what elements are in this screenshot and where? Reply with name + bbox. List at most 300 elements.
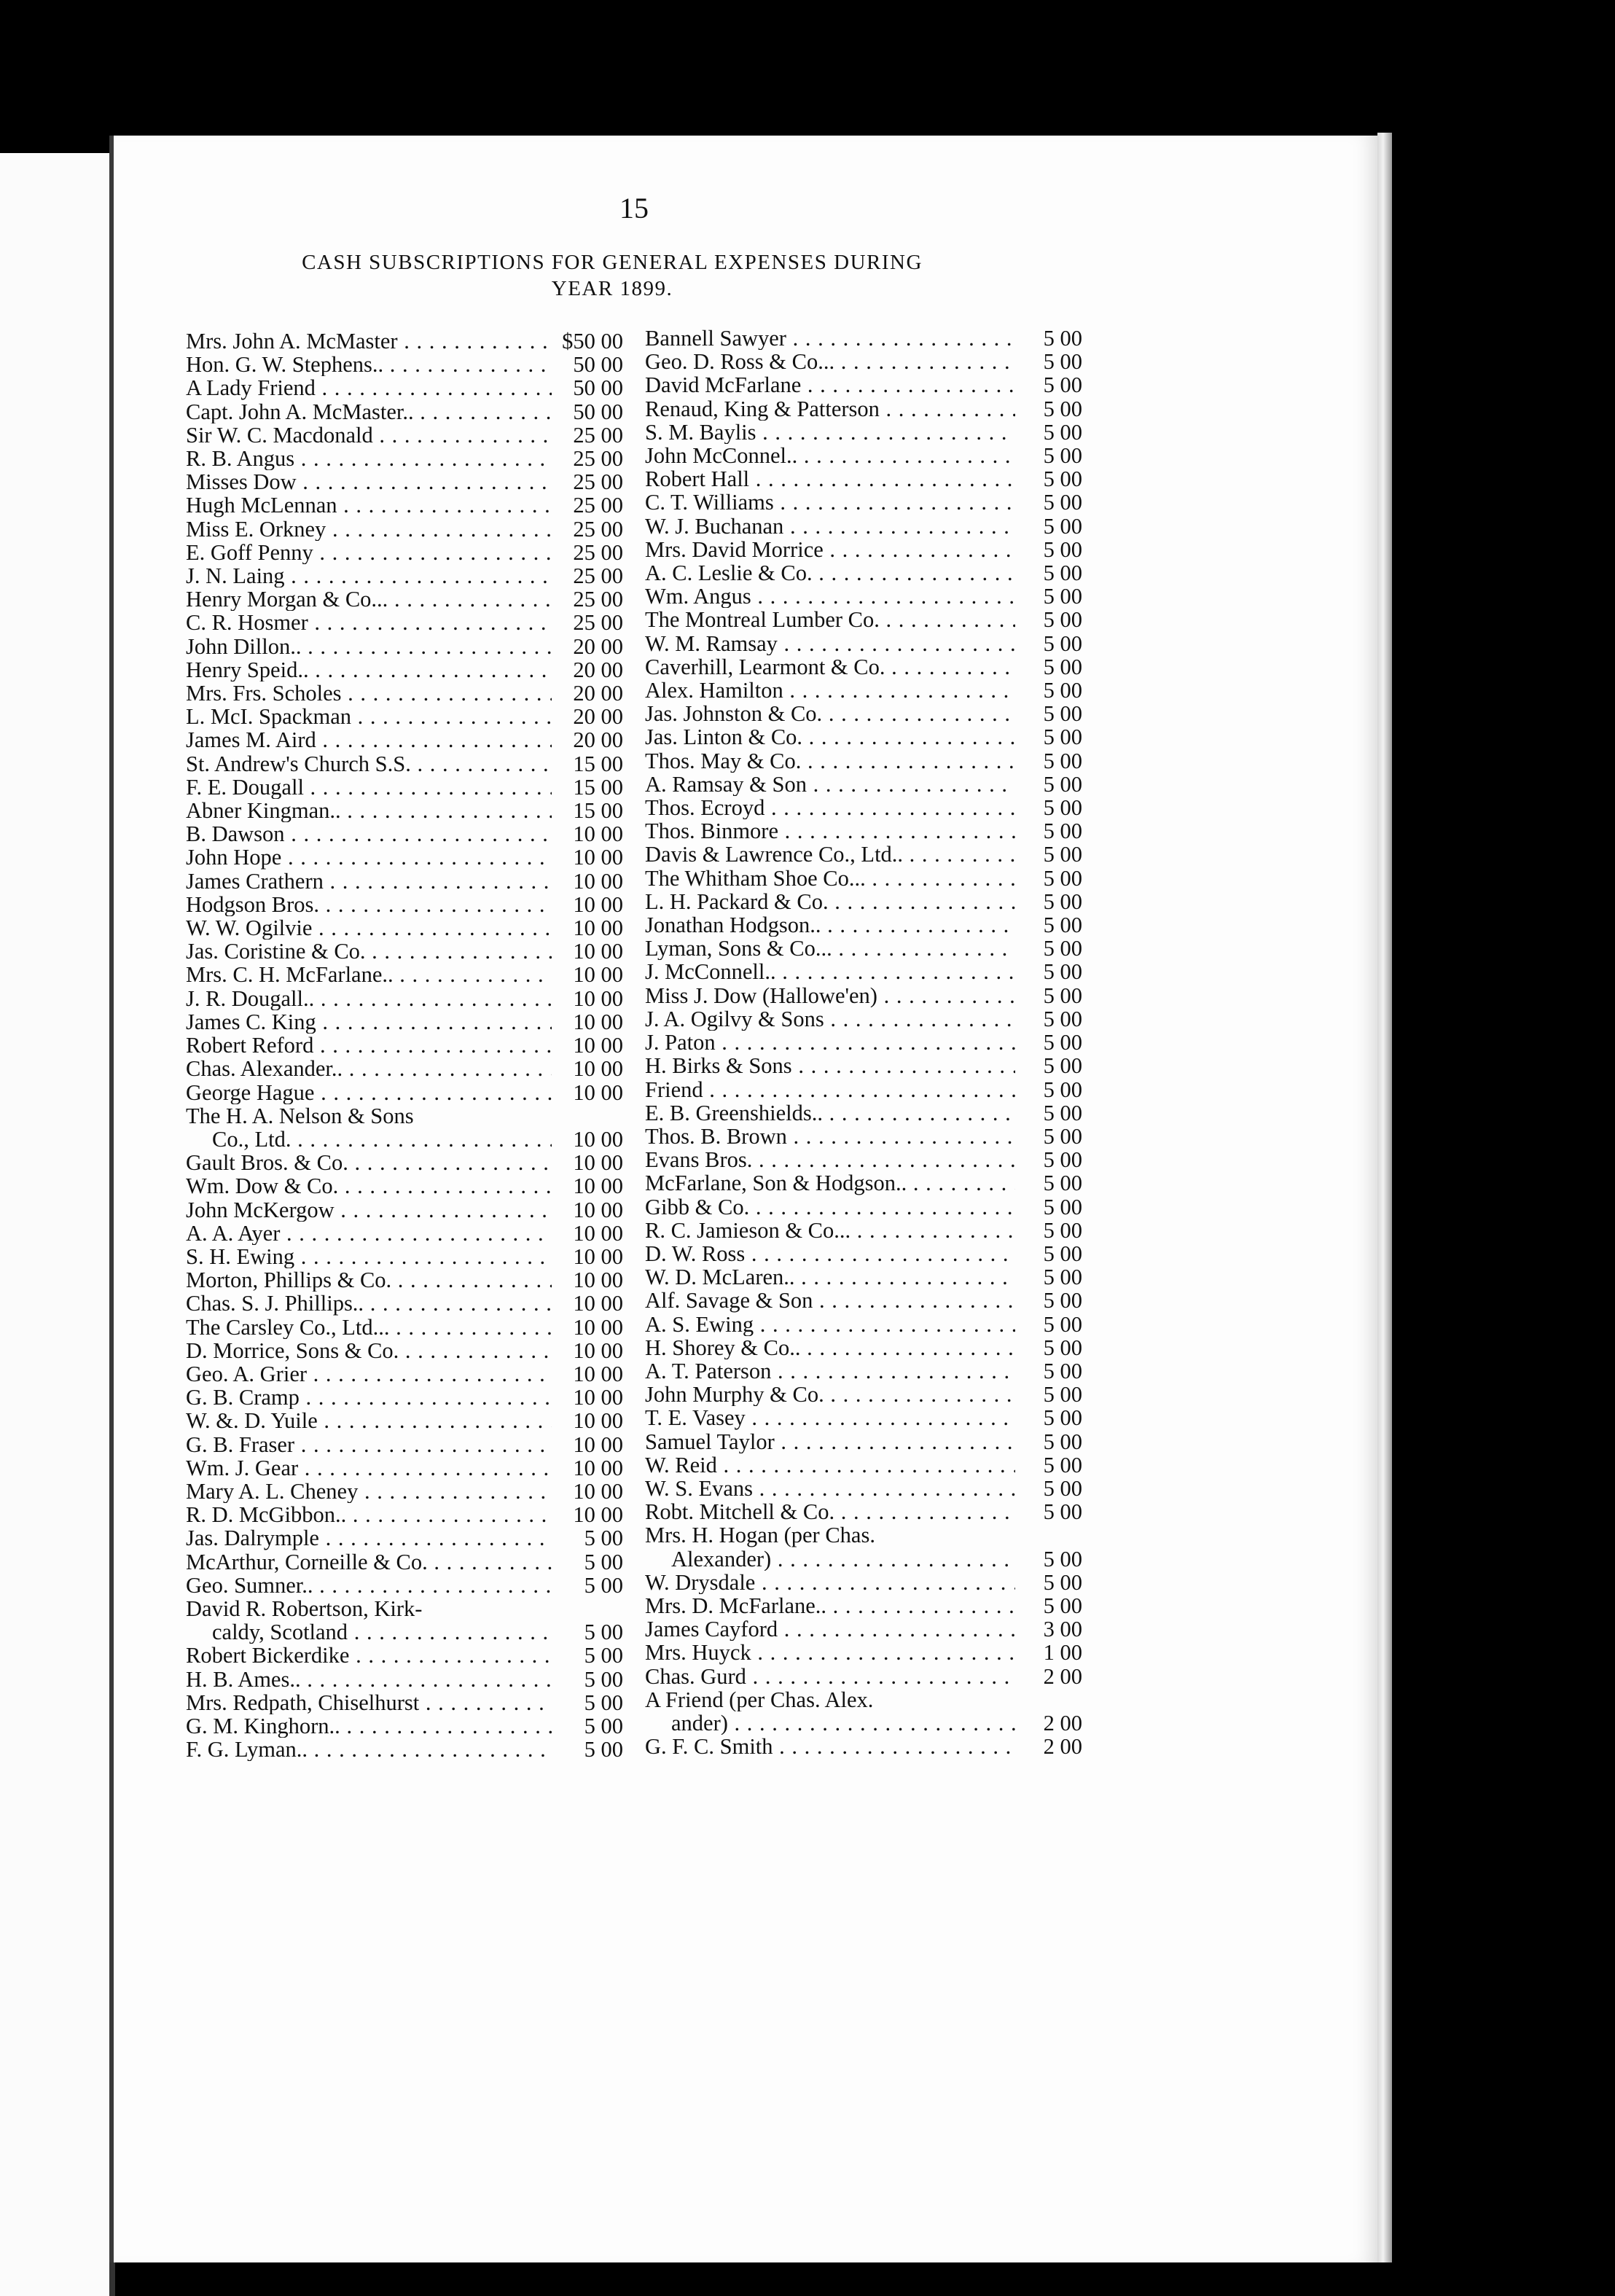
subscriber-name: Alexander) . . . [645, 1547, 1015, 1571]
subscription-row [186, 822, 623, 846]
subscription-row [186, 1362, 623, 1386]
subscription-amount: 25 00 [573, 610, 623, 636]
subscription-row [645, 585, 1082, 608]
subscription-row [645, 421, 1082, 444]
subscription-row [645, 1477, 1082, 1500]
subscription-amount: 10 00 [573, 1361, 623, 1386]
subscriber-name: W. D. McLaren.. . . . [645, 1265, 1015, 1289]
subscriber-name: Samuel Taylor . . . [645, 1430, 1015, 1453]
subscription-row [186, 940, 623, 963]
subscription-row [186, 658, 623, 682]
subscriber-name: Mrs. C. H. McFarlane.. . . . [186, 963, 552, 986]
subscription-amount: 25 00 [573, 516, 623, 542]
subscriber-name: Robert Reford . . . [186, 1034, 552, 1057]
subscriber-name: Mrs. Frs. Scholes . . . [186, 682, 552, 705]
subscription-amount: 10 00 [573, 1338, 623, 1363]
subscription-amount: 5 00 [1043, 326, 1082, 351]
subscription-row [186, 846, 623, 869]
subscription-amount: 5 00 [1043, 725, 1082, 750]
subscription-row [186, 1503, 623, 1526]
subscriber-name: McArthur, Corneille & Co. . . . [186, 1550, 552, 1574]
subscription-row [186, 611, 623, 634]
subscriber-name: Robt. Mitchell & Co. . . . [645, 1500, 1015, 1523]
subscriber-name: Geo. D. Ross & Co... . . . [645, 350, 1015, 373]
subscription-amount: 15 00 [573, 751, 623, 776]
subscription-row [186, 1057, 623, 1080]
subscriber-name: A. T. Paterson . . . [645, 1359, 1015, 1383]
subscription-row [186, 682, 623, 705]
subscription-amount: 10 00 [573, 1079, 623, 1105]
subscription-row [645, 867, 1082, 890]
subscription-amount: 5 00 [1043, 1593, 1082, 1618]
subscriber-name: Caverhill, Learmont & Co. . . . [645, 655, 1015, 679]
subscription-amount: 5 00 [1043, 1499, 1082, 1525]
subscription-amount: 5 00 [1043, 1053, 1082, 1079]
subscription-row [645, 1665, 1082, 1688]
subscription-amount: 10 00 [573, 962, 623, 988]
subscription-amount: 5 00 [1043, 771, 1082, 797]
subscriber-name: Wm. J. Gear . . . [186, 1456, 552, 1480]
subscription-amount: 5 00 [1043, 1569, 1082, 1595]
subscription-row [186, 353, 623, 376]
subscription-amount: 10 00 [573, 868, 623, 894]
subscriber-name: John Murphy & Co. . . . [645, 1383, 1015, 1406]
subscription-amount: 2 00 [1043, 1710, 1082, 1735]
subscriber-name: Thos. Ecroyd . . . [645, 796, 1015, 819]
subscription-amount: 5 00 [1043, 349, 1082, 375]
subscription-row [186, 1456, 623, 1480]
subscriber-name: J. Paton . . . [645, 1031, 1015, 1054]
subscription-row [645, 890, 1082, 913]
page-fore-edge [1377, 133, 1392, 2262]
subscription-row [645, 1242, 1082, 1265]
subscription-amount: 10 00 [573, 1385, 623, 1410]
subscriber-name: Henry Morgan & Co... . . . [186, 587, 552, 611]
subscription-row [645, 1195, 1082, 1219]
subscription-amount: 5 00 [1043, 1147, 1082, 1173]
subscriber-name: C. T. Williams . . . [645, 491, 1015, 514]
subscription-row [186, 987, 623, 1010]
subscriber-name: Bannell Sawyer . . . [645, 327, 1015, 350]
subscription-amount: 5 00 [1043, 1452, 1082, 1477]
subscription-row [186, 447, 623, 470]
subscription-row [645, 397, 1082, 421]
subscription-amount: 5 00 [1043, 1311, 1082, 1337]
subscription-amount: 5 00 [584, 1620, 623, 1645]
subscription-amount: 10 00 [573, 915, 623, 941]
subscription-row [645, 1571, 1082, 1594]
subscription-row [186, 1081, 623, 1104]
subscriber-name: D. W. Ross . . . [645, 1242, 1015, 1265]
subscription-amount: 10 00 [573, 939, 623, 964]
subscription-amount: 20 00 [573, 681, 623, 706]
subscription-amount: 50 00 [573, 399, 623, 424]
subscription-row [186, 1738, 623, 1761]
subscriber-name: G. B. Cramp . . . [186, 1386, 552, 1409]
subscription-amount: 5 00 [1043, 1194, 1082, 1219]
subscription-row [645, 796, 1082, 819]
subscriber-name: W. Drysdale . . . [645, 1571, 1015, 1594]
subscription-amount: 5 00 [584, 1690, 623, 1715]
subscription-row [645, 1313, 1082, 1336]
subscriber-name: ander) . . . [645, 1711, 1015, 1735]
subscriber-name: Evans Bros. . . . [645, 1148, 1015, 1171]
subscriber-name: David R. Robertson, Kirk- [186, 1596, 423, 1621]
subscription-row [186, 1386, 623, 1409]
subscriber-name: Alex. Hamilton . . . [645, 679, 1015, 702]
subscription-amount: 5 00 [1043, 419, 1082, 445]
subscription-amount: 25 00 [573, 422, 623, 448]
subscriber-name: J. R. Dougall.. . . . [186, 987, 552, 1010]
subscription-row [645, 843, 1082, 866]
subscriber-name: C. R. Hosmer . . . [186, 611, 552, 634]
subscription-amount: 10 00 [573, 1291, 623, 1316]
subscription-row [645, 1735, 1082, 1758]
subscription-amount: 25 00 [573, 469, 623, 495]
subscription-row [186, 1480, 623, 1503]
subscription-amount: 5 00 [1043, 865, 1082, 891]
subscriber-name: Mrs. David Morrice . . . [645, 538, 1015, 561]
subscription-amount: 5 00 [1043, 748, 1082, 773]
subscription-amount: 2 00 [1043, 1663, 1082, 1689]
subscriber-name: W. M. Ramsay . . . [645, 632, 1015, 655]
subscription-row [645, 467, 1082, 491]
subscriber-name: G. B. Fraser . . . [186, 1433, 552, 1456]
subscriber-name: The Whitham Shoe Co... . . . [645, 867, 1015, 890]
subscription-amount: 5 00 [1043, 1429, 1082, 1454]
subscription-row [645, 1148, 1082, 1171]
subscription-row [645, 1641, 1082, 1664]
subscription-amount: 50 00 [573, 375, 623, 401]
subscriber-name: Co., Ltd. . . . [186, 1128, 552, 1151]
subscription-amount: 15 00 [573, 798, 623, 824]
subscription-row [645, 1617, 1082, 1641]
subscriber-name: John McKergow . . . [186, 1198, 552, 1222]
subscription-row [645, 702, 1082, 725]
subscription-amount: 5 00 [1043, 1030, 1082, 1055]
subscription-row [186, 776, 623, 799]
subscription-row [645, 327, 1082, 350]
subscription-row [186, 1550, 623, 1574]
subscription-row [645, 444, 1082, 467]
subscription-row [186, 1668, 623, 1691]
subscriber-name: F. G. Lyman.. . . . [186, 1738, 552, 1761]
subscriber-name: W. &. D. Yuile . . . [186, 1409, 552, 1432]
subscription-amount: 5 00 [1043, 466, 1082, 492]
subscriber-name: Lyman, Sons & Co... . . . [645, 937, 1015, 960]
subscriber-name: H. Birks & Sons . . . [645, 1054, 1015, 1077]
subscriber-name: Mrs. D. McFarlane.. . . . [645, 1594, 1015, 1617]
subscription-row [186, 1128, 623, 1151]
subscription-row [186, 1644, 623, 1667]
subscriber-name: Jas. Linton & Co. . . . [645, 725, 1015, 749]
subscription-amount: 5 00 [1043, 1123, 1082, 1149]
subscription-row [645, 749, 1082, 773]
subscriber-name: Jas. Coristine & Co. . . . [186, 940, 552, 963]
subscription-amount: 5 00 [584, 1526, 623, 1551]
subscription-row [186, 1433, 623, 1456]
subscriber-name: A. Ramsay & Son . . . [645, 773, 1015, 796]
subscriber-name: Geo. Sumner.. . . . [186, 1574, 552, 1597]
subscription-amount: 5 00 [584, 1713, 623, 1738]
subscriber-name: Jonathan Hodgson.. . . . [645, 913, 1015, 937]
subscription-row [186, 870, 623, 893]
subscriber-name: W. Reid . . . [645, 1453, 1015, 1477]
subscriber-name: Thos. Binmore . . . [645, 819, 1015, 843]
subscription-amount: 5 00 [1043, 1405, 1082, 1431]
subscription-amount: 5 00 [1043, 513, 1082, 539]
subscriber-name: J. McConnell.. . . . [645, 960, 1015, 983]
title-line-1: CASH SUBSCRIPTIONS FOR GENERAL EXPENSES DURING [302, 251, 923, 274]
subscription-row [186, 470, 623, 493]
subscriber-name: Miss J. Dow (Hallowe'en) . . . [645, 984, 1015, 1007]
subscription-amount: 20 00 [573, 727, 623, 753]
subscription-amount: 25 00 [573, 563, 623, 589]
subscription-amount: 10 00 [573, 1220, 623, 1246]
subscription-amount: 5 00 [1043, 561, 1082, 586]
subscriber-name: John Hope . . . [186, 846, 552, 869]
subscription-row [645, 1359, 1082, 1383]
subscription-amount: 10 00 [573, 891, 623, 917]
subscriber-name: Alf. Savage & Son . . . [645, 1289, 1015, 1312]
subscription-amount: 5 00 [1043, 584, 1082, 609]
subscription-row [645, 515, 1082, 538]
subscription-row [645, 1523, 1082, 1547]
subscriber-name: D. Morrice, Sons & Co. . . . [186, 1339, 552, 1362]
subscriber-name: John McConnel.. . . . [645, 444, 1015, 467]
subscription-amount: 25 00 [573, 539, 623, 565]
subscription-amount: 10 00 [573, 1174, 623, 1199]
subscription-row [645, 1547, 1082, 1571]
subscription-amount: 5 00 [1043, 372, 1082, 398]
subscriber-name: H. B. Ames.. . . . [186, 1668, 552, 1691]
subscription-row [645, 373, 1082, 397]
subscriber-name: Wm. Angus . . . [645, 585, 1015, 608]
subscriber-name: Renaud, King & Patterson . . . [645, 397, 1015, 421]
subscriber-name: Thos. May & Co. . . . [645, 749, 1015, 773]
subscription-amount: 5 00 [1043, 842, 1082, 867]
subscription-row [186, 1174, 623, 1198]
subscription-row [645, 1594, 1082, 1617]
subscriber-name: Thos. B. Brown . . . [645, 1125, 1015, 1148]
subscription-row [186, 1222, 623, 1245]
subscription-row [186, 728, 623, 751]
subscription-amount: 5 00 [1043, 959, 1082, 985]
subscription-amount: 5 00 [1043, 795, 1082, 821]
subscriber-name: W. W. Ogilvie . . . [186, 916, 552, 940]
subscriber-name: David McFarlane . . . [645, 373, 1015, 397]
subscription-amount: 10 00 [573, 985, 623, 1011]
subscriber-name: The Montreal Lumber Co. . . . [645, 608, 1015, 631]
subscriber-name: A Lady Friend . . . [186, 376, 552, 399]
subscription-amount: 5 00 [584, 1549, 623, 1574]
subscription-amount: 5 00 [1043, 443, 1082, 469]
subscription-row [645, 984, 1082, 1007]
subscription-row [645, 960, 1082, 983]
subscription-row [186, 1409, 623, 1432]
subscription-amount: 50 00 [573, 352, 623, 378]
subscriber-name: Sir W. C. Macdonald . . . [186, 423, 552, 447]
subscription-amount: 10 00 [573, 1033, 623, 1058]
subscription-amount: 5 00 [584, 1737, 623, 1762]
subscriber-name: Misses Dow . . . [186, 470, 552, 493]
subscription-amount: 5 00 [1043, 936, 1082, 961]
subscription-amount: 5 00 [1043, 1335, 1082, 1360]
subscriber-name: A Friend (per Chas. Alex. [645, 1687, 874, 1711]
subscription-amount: 5 00 [1043, 889, 1082, 914]
subscriber-name: Capt. John A. McMaster.. . . . [186, 400, 552, 423]
right-subscriptions-column [645, 327, 1082, 1758]
subscription-amount: 5 00 [1043, 654, 1082, 679]
page-title [182, 249, 1042, 302]
title-line-2: YEAR 1899. [551, 277, 673, 300]
subscription-amount: 5 00 [1043, 396, 1082, 421]
subscription-row [645, 1500, 1082, 1523]
subscription-amount: 25 00 [573, 493, 623, 518]
previous-page-edge [0, 153, 115, 2296]
subscriber-name: Geo. A. Grier . . . [186, 1362, 552, 1386]
subscription-row [186, 635, 623, 658]
subscription-row [186, 752, 623, 776]
subscription-row [645, 1336, 1082, 1359]
subscription-row [645, 1265, 1082, 1289]
subscription-amount: 5 00 [1043, 1077, 1082, 1102]
subscription-row [186, 1268, 623, 1292]
subscription-amount: 10 00 [573, 1432, 623, 1457]
subscriber-name: Hugh McLennan . . . [186, 493, 552, 517]
subscription-amount: 5 00 [1043, 1265, 1082, 1290]
subscription-amount: 5 00 [1043, 1358, 1082, 1383]
subscription-amount: 1 00 [1043, 1640, 1082, 1666]
subscription-row [645, 1171, 1082, 1195]
subscriber-name: Abner Kingman.. . . . [186, 799, 552, 822]
subscriber-name: R. D. McGibbon.. . . . [186, 1503, 552, 1526]
subscription-row [645, 937, 1082, 960]
subscriber-name: Robert Hall . . . [645, 467, 1015, 491]
subscription-amount: 5 00 [1043, 490, 1082, 515]
subscriber-name: Mrs. John A. McMaster . . . [186, 329, 552, 353]
subscriber-name: A. C. Leslie & Co. . . . [645, 561, 1015, 585]
subscriber-name: Chas. S. J. Phillips.. . . . [186, 1292, 552, 1315]
subscription-row [645, 1054, 1082, 1077]
subscription-row [186, 423, 623, 447]
subscription-row [645, 1711, 1082, 1735]
subscriber-name: T. E. Vasey . . . [645, 1406, 1015, 1429]
subscription-amount: 5 00 [1043, 630, 1082, 656]
subscription-row [645, 1125, 1082, 1148]
subscriber-name: The Carsley Co., Ltd... . . . [186, 1316, 552, 1339]
subscription-row [645, 491, 1082, 514]
subscription-amount: 10 00 [573, 1056, 623, 1082]
page-number: 15 [619, 192, 649, 224]
subscription-amount: 10 00 [573, 1150, 623, 1176]
subscription-row [645, 538, 1082, 561]
subscriber-name: Friend . . . [645, 1078, 1015, 1101]
subscription-amount: 5 00 [1043, 1475, 1082, 1501]
subscription-row [186, 893, 623, 916]
subscription-row [645, 773, 1082, 796]
subscriber-name: James C. King . . . [186, 1010, 552, 1034]
subscriber-name: Gibb & Co. . . . [645, 1195, 1015, 1219]
subscription-amount: 10 00 [573, 1126, 623, 1152]
subscription-amount: 5 00 [1043, 913, 1082, 938]
subscriber-name: E. Goff Penny . . . [186, 541, 552, 564]
subscriber-name: McFarlane, Son & Hodgson.. . . . [645, 1171, 1015, 1195]
subscription-amount: 15 00 [573, 774, 623, 800]
subscription-amount: 20 00 [573, 633, 623, 659]
subscription-row [186, 1526, 623, 1550]
subscriber-name: J. A. Ogilvy & Sons . . . [645, 1007, 1015, 1031]
left-subscriptions-column [186, 329, 623, 1761]
subscription-row [186, 1620, 623, 1644]
subscriber-name: G. F. C. Smith . . . [645, 1735, 1015, 1758]
subscription-row [645, 1007, 1082, 1031]
subscription-row [645, 1688, 1082, 1711]
subscription-row [186, 1691, 623, 1714]
subscription-amount: 5 00 [1043, 701, 1082, 727]
subscription-amount: 20 00 [573, 657, 623, 682]
subscription-row [645, 1031, 1082, 1054]
subscription-row [186, 963, 623, 986]
subscription-row [645, 1406, 1082, 1429]
subscription-amount: 10 00 [573, 1455, 623, 1480]
subscriber-name: George Hague . . . [186, 1081, 552, 1104]
subscriber-name: St. Andrew's Church S.S. . . . [186, 752, 552, 776]
subscription-row [645, 561, 1082, 585]
subscription-amount: 10 00 [573, 1478, 623, 1504]
subscription-row [186, 329, 623, 353]
subscriber-name: A. A. Ayer . . . [186, 1222, 552, 1245]
subscriber-name: R. B. Angus . . . [186, 447, 552, 470]
subscription-amount: 10 00 [573, 1009, 623, 1034]
subscription-row [645, 819, 1082, 843]
subscription-amount: 5 00 [1043, 1217, 1082, 1243]
subscription-amount: 5 00 [1043, 983, 1082, 1008]
subscriber-name: L. McI. Spackman . . . [186, 705, 552, 728]
subscriber-name: Mrs. H. Hogan (per Chas. [645, 1523, 875, 1547]
subscription-row [186, 1198, 623, 1222]
subscription-row [186, 376, 623, 399]
subscription-row [645, 350, 1082, 373]
subscription-row [645, 1430, 1082, 1453]
subscriber-name: Chas. Alexander.. . . . [186, 1057, 552, 1080]
subscription-amount: 20 00 [573, 704, 623, 730]
subscriber-name: John Dillon.. . . . [186, 635, 552, 658]
subscription-row [645, 679, 1082, 702]
subscription-row [186, 916, 623, 940]
subscriber-name: L. H. Packard & Co. . . . [645, 890, 1015, 913]
subscription-row [186, 1292, 623, 1315]
subscription-row [186, 705, 623, 728]
subscriber-name: H. Shorey & Co.. . . . [645, 1336, 1015, 1359]
subscriber-name: R. C. Jamieson & Co... . . . [645, 1219, 1015, 1242]
subscription-amount: 5 00 [1043, 607, 1082, 633]
subscription-amount: 10 00 [573, 1314, 623, 1340]
subscriber-name: A. S. Ewing . . . [645, 1313, 1015, 1336]
subscriber-name: Morton, Phillips & Co. . . . [186, 1268, 552, 1292]
subscription-amount: 5 00 [1043, 1241, 1082, 1266]
subscriber-name: Mrs. Huyck . . . [645, 1641, 1015, 1664]
subscription-amount: 5 00 [1043, 1100, 1082, 1125]
subscriber-name: E. B. Greenshields.. . . . [645, 1101, 1015, 1125]
subscriber-name: Mrs. Redpath, Chiselhurst . . . [186, 1691, 552, 1714]
subscription-row [186, 400, 623, 423]
subscription-row [186, 564, 623, 587]
subscription-amount: 3 00 [1043, 1617, 1082, 1642]
subscriber-name: Jas. Johnston & Co. . . . [645, 702, 1015, 725]
subscriber-name: Hon. G. W. Stephens.. . . . [186, 353, 552, 376]
subscriber-name: S. H. Ewing . . . [186, 1245, 552, 1268]
